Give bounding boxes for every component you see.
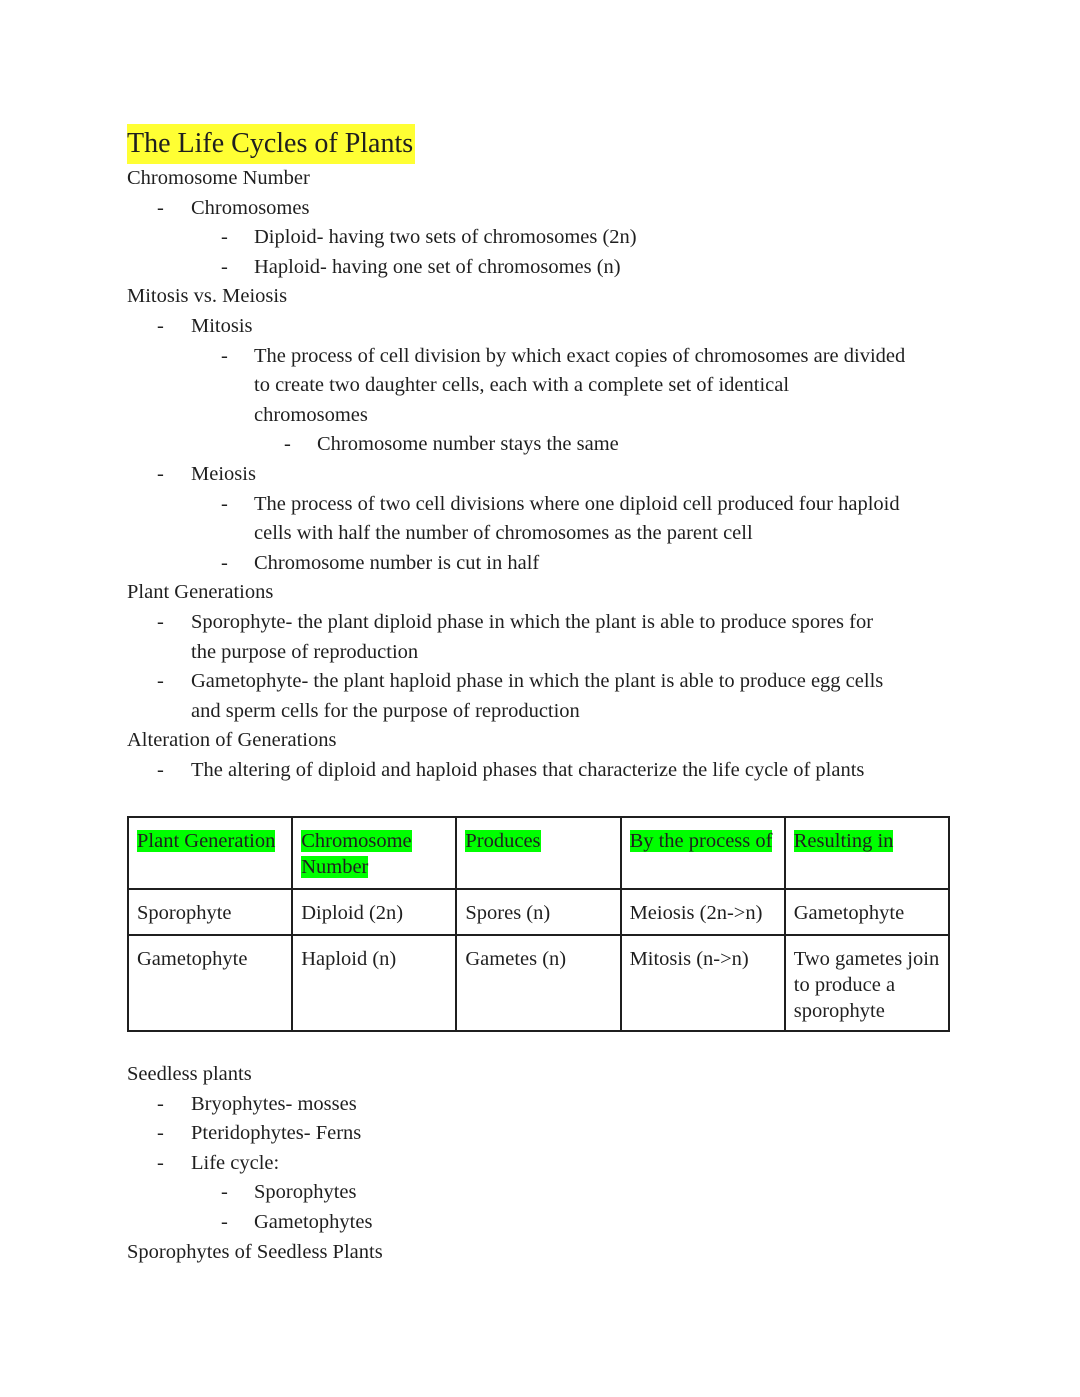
heading-seedless-plants: Seedless plants <box>127 1063 252 1085</box>
item-text: Sporophytes <box>254 1181 357 1204</box>
bullet-dash: - <box>221 551 228 574</box>
table-cell: Haploid (n) <box>292 935 456 1031</box>
list-item <box>127 549 957 579</box>
bullet-dash: - <box>221 226 228 249</box>
table-cell: Gametes (n) <box>456 935 620 1031</box>
item-text: The process of two cell divisions where one diploid cell produced four haploid <box>254 492 900 515</box>
bullet-dash: - <box>157 610 164 633</box>
bullet-dash: - <box>157 314 164 337</box>
table-cell: Spores (n) <box>456 889 620 935</box>
item-text: The altering of diploid and haploid phases that characterize the life cycle of plants <box>191 758 865 781</box>
document-body <box>127 124 957 785</box>
list-item-continuation: and sperm cells for the purpose of reproduction <box>191 699 580 722</box>
bullet-dash: - <box>157 758 164 781</box>
item-text: Mitosis <box>191 314 253 337</box>
header-cell <box>785 817 949 889</box>
header-text: Resulting in <box>793 830 894 852</box>
list-item <box>127 342 957 372</box>
item-text: Chromosome number is cut in half <box>254 551 540 574</box>
table-row <box>128 889 949 935</box>
item-text: Chromosomes <box>191 196 310 219</box>
list-item <box>127 608 957 638</box>
item-text: Meiosis <box>191 462 256 485</box>
bullet-dash: - <box>157 462 164 485</box>
heading-mitosis-vs-meiosis: Mitosis vs. Meiosis <box>127 285 288 308</box>
heading-chromosome-number: Chromosome Number <box>127 167 310 189</box>
list-item <box>127 1090 957 1120</box>
header-text: Chromosome Number <box>301 830 412 878</box>
heading-sporophytes-seedless: Sporophytes of Seedless Plants <box>127 1240 383 1263</box>
header-cell <box>128 817 292 889</box>
list-item-continuation: cells with half the number of chromosomes as the parent cell <box>254 522 753 545</box>
table-cell: Gametophyte <box>785 889 949 935</box>
list-item <box>127 490 957 520</box>
title-text: The Life Cycles of Plants <box>127 124 415 164</box>
header-cell <box>621 817 785 889</box>
list-item <box>127 312 957 342</box>
item-text: Sporophyte- the plant diploid phase in which the plant is able to produce spores for <box>191 610 874 633</box>
header-text: By the process of <box>629 830 773 852</box>
bullet-dash: - <box>157 1151 164 1174</box>
item-text: Gametophytes <box>254 1210 373 1233</box>
list-item-continuation: the purpose of reproduction <box>191 640 419 663</box>
header-cell <box>456 817 620 889</box>
list-item <box>127 667 957 697</box>
list-item <box>127 1208 957 1238</box>
table-cell: Meiosis (2n->n) <box>621 889 785 935</box>
list-item <box>127 430 957 460</box>
header-text: Produces <box>465 830 541 852</box>
table-cell: Sporophyte <box>128 889 292 935</box>
heading-plant-generations: Plant Generations <box>127 581 274 604</box>
bullet-dash: - <box>157 196 164 219</box>
bullet-dash: - <box>221 255 228 278</box>
bullet-dash: - <box>221 344 228 367</box>
bullet-dash: - <box>221 492 228 515</box>
list-item <box>127 1119 957 1149</box>
bullet-dash: - <box>221 1210 228 1233</box>
table-row <box>128 935 949 1031</box>
item-text: Diploid- having two sets of chromosomes (2n) <box>254 226 637 249</box>
bullet-dash: - <box>157 670 164 693</box>
generations-table <box>127 816 950 1032</box>
heading-alteration: Alteration of Generations <box>127 729 337 752</box>
list-item <box>127 1178 957 1208</box>
item-text: Gametophyte- the plant haploid phase in which the plant is able to produce egg cells <box>191 670 884 693</box>
item-text: Haploid- having one set of chromosomes (n) <box>254 255 621 278</box>
table-cell: Gametophyte <box>128 935 292 1031</box>
list-item-continuation: chromosomes <box>254 403 368 426</box>
list-item <box>127 223 957 253</box>
bullet-dash: - <box>157 1092 164 1115</box>
list-item <box>127 253 957 283</box>
item-text: Life cycle: <box>191 1151 280 1174</box>
list-item <box>127 460 957 490</box>
bullet-dash: - <box>221 1181 228 1204</box>
header-text: Plant Generation <box>137 830 276 852</box>
table-header-row <box>128 817 949 889</box>
table-cell: Mitosis (n->n) <box>621 935 785 1031</box>
bullet-dash: - <box>284 433 291 456</box>
header-cell <box>292 817 456 889</box>
item-text: Pteridophytes- Ferns <box>191 1122 362 1145</box>
bullet-dash: - <box>157 1122 164 1145</box>
list-item <box>127 1149 957 1179</box>
list-item <box>127 194 957 224</box>
seedless-section <box>127 1060 957 1267</box>
page-title <box>127 124 957 164</box>
table-cell: Two gametes join to produce a sporophyte <box>785 935 949 1031</box>
list-item-continuation: to create two daughter cells, each with a complete set of identical <box>254 374 790 397</box>
item-text: Bryophytes- mosses <box>191 1092 357 1115</box>
list-item <box>127 756 957 786</box>
item-text: Chromosome number stays the same <box>317 433 619 456</box>
table-cell: Diploid (2n) <box>292 889 456 935</box>
item-text: The process of cell division by which exact copies of chromosomes are divided <box>254 344 906 367</box>
